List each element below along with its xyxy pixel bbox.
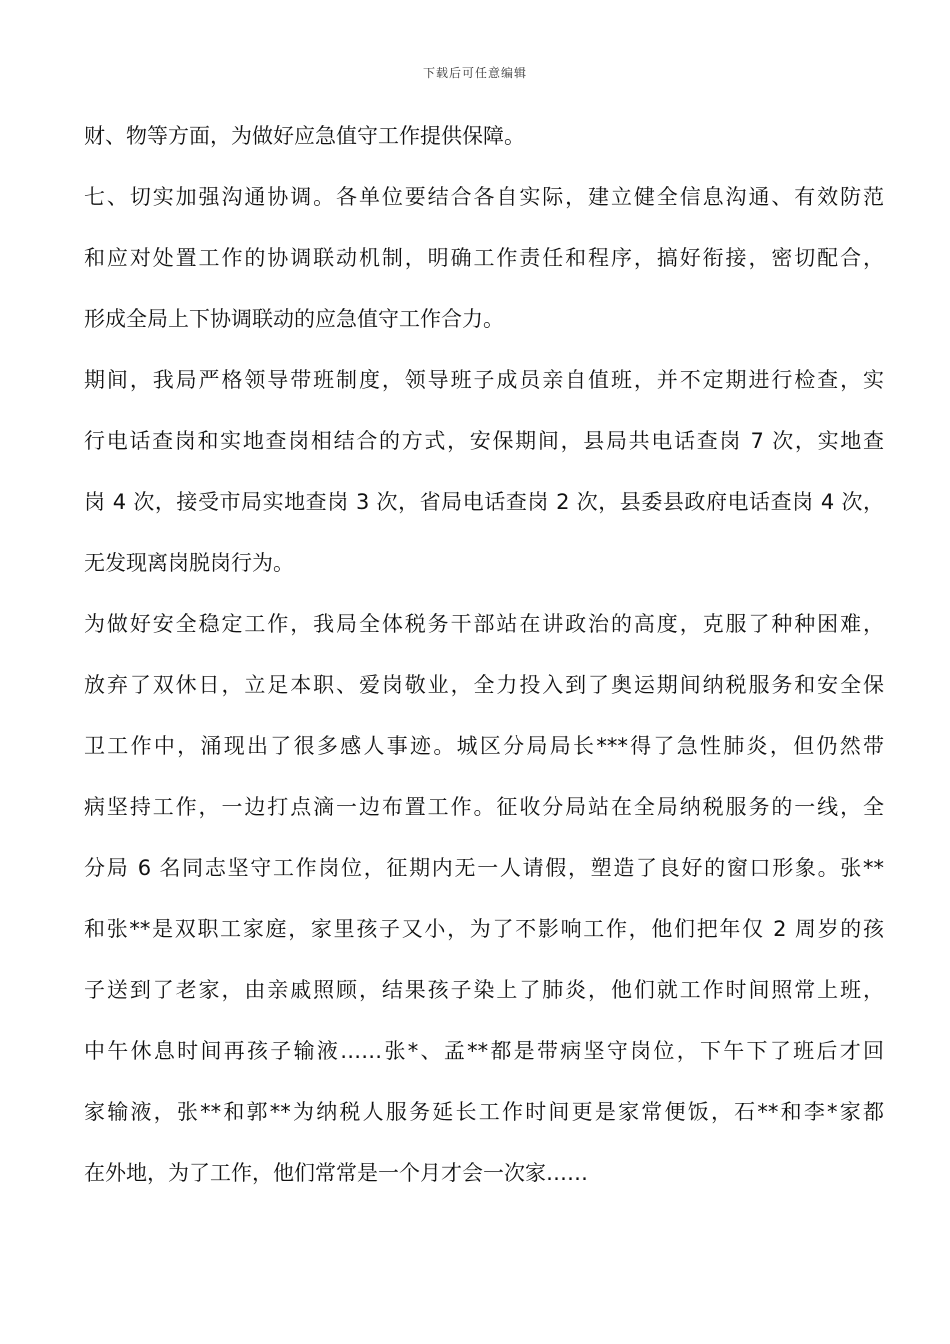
paragraph-line: 形成全局上下协调联动的应急值守工作合力。 xyxy=(84,307,504,331)
paragraph-line: 家输液，张**和郭**为纳税人服务延长工作时间更是家常便饭，石**和李*家都 xyxy=(84,1100,884,1124)
paragraph-line: 放弃了双休日，立足本职、爱岗敬业，全力投入到了奥运期间纳税服务和安全保 xyxy=(84,673,884,697)
page-header: 下载后可任意编辑 xyxy=(422,66,527,80)
paragraph-line: 七、切实加强沟通协调。各单位要结合各自实际，建立健全信息沟通、有效防范 xyxy=(84,185,884,209)
paragraph-line: 中午休息时间再孩子输液……张*、孟**都是带病坚守岗位，下午下了班后才回 xyxy=(84,1039,884,1063)
paragraph-line: 和应对处置工作的协调联动机制，明确工作责任和程序，搞好衔接，密切配合， xyxy=(84,246,884,270)
paragraph-line: 在外地，为了工作，他们常常是一个月才会一次家…… xyxy=(84,1161,588,1185)
paragraph-line: 和张**是双职工家庭，家里孩子又小，为了不影响工作，他们把年仅 2 周岁的孩 xyxy=(84,917,884,941)
paragraph-line: 分局 6 名同志坚守工作岗位，征期内无一人请假，塑造了良好的窗口形象。张** xyxy=(84,856,884,880)
paragraph-line: 财、物等方面，为做好应急值守工作提供保障。 xyxy=(84,124,525,148)
paragraph-line: 子送到了老家，由亲戚照顾，结果孩子染上了肺炎，他们就工作时间照常上班， xyxy=(84,978,884,1002)
paragraph-line: 行电话查岗和实地查岗相结合的方式，安保期间，县局共电话查岗 7 次，实地查 xyxy=(84,429,884,453)
paragraph-line: 病坚持工作，一边打点滴一边布置工作。征收分局站在全局纳税服务的一线，全 xyxy=(84,795,884,819)
paragraph-line: 为做好安全稳定工作，我局全体税务干部站在讲政治的高度，克服了种种困难， xyxy=(84,612,884,636)
paragraph-line: 岗 4 次，接受市局实地查岗 3 次，省局电话查岗 2 次，县委县政府电话查岗 4 次， xyxy=(84,490,884,514)
paragraph-line: 无发现离岗脱岗行为。 xyxy=(84,551,294,575)
paragraph-line: 期间，我局严格领导带班制度，领导班子成员亲自值班，并不定期进行检查，实 xyxy=(84,368,884,392)
document-body xyxy=(84,112,884,1210)
paragraph-line: 卫工作中，涌现出了很多感人事迹。城区分局局长***得了急性肺炎，但仍然带 xyxy=(84,734,884,758)
